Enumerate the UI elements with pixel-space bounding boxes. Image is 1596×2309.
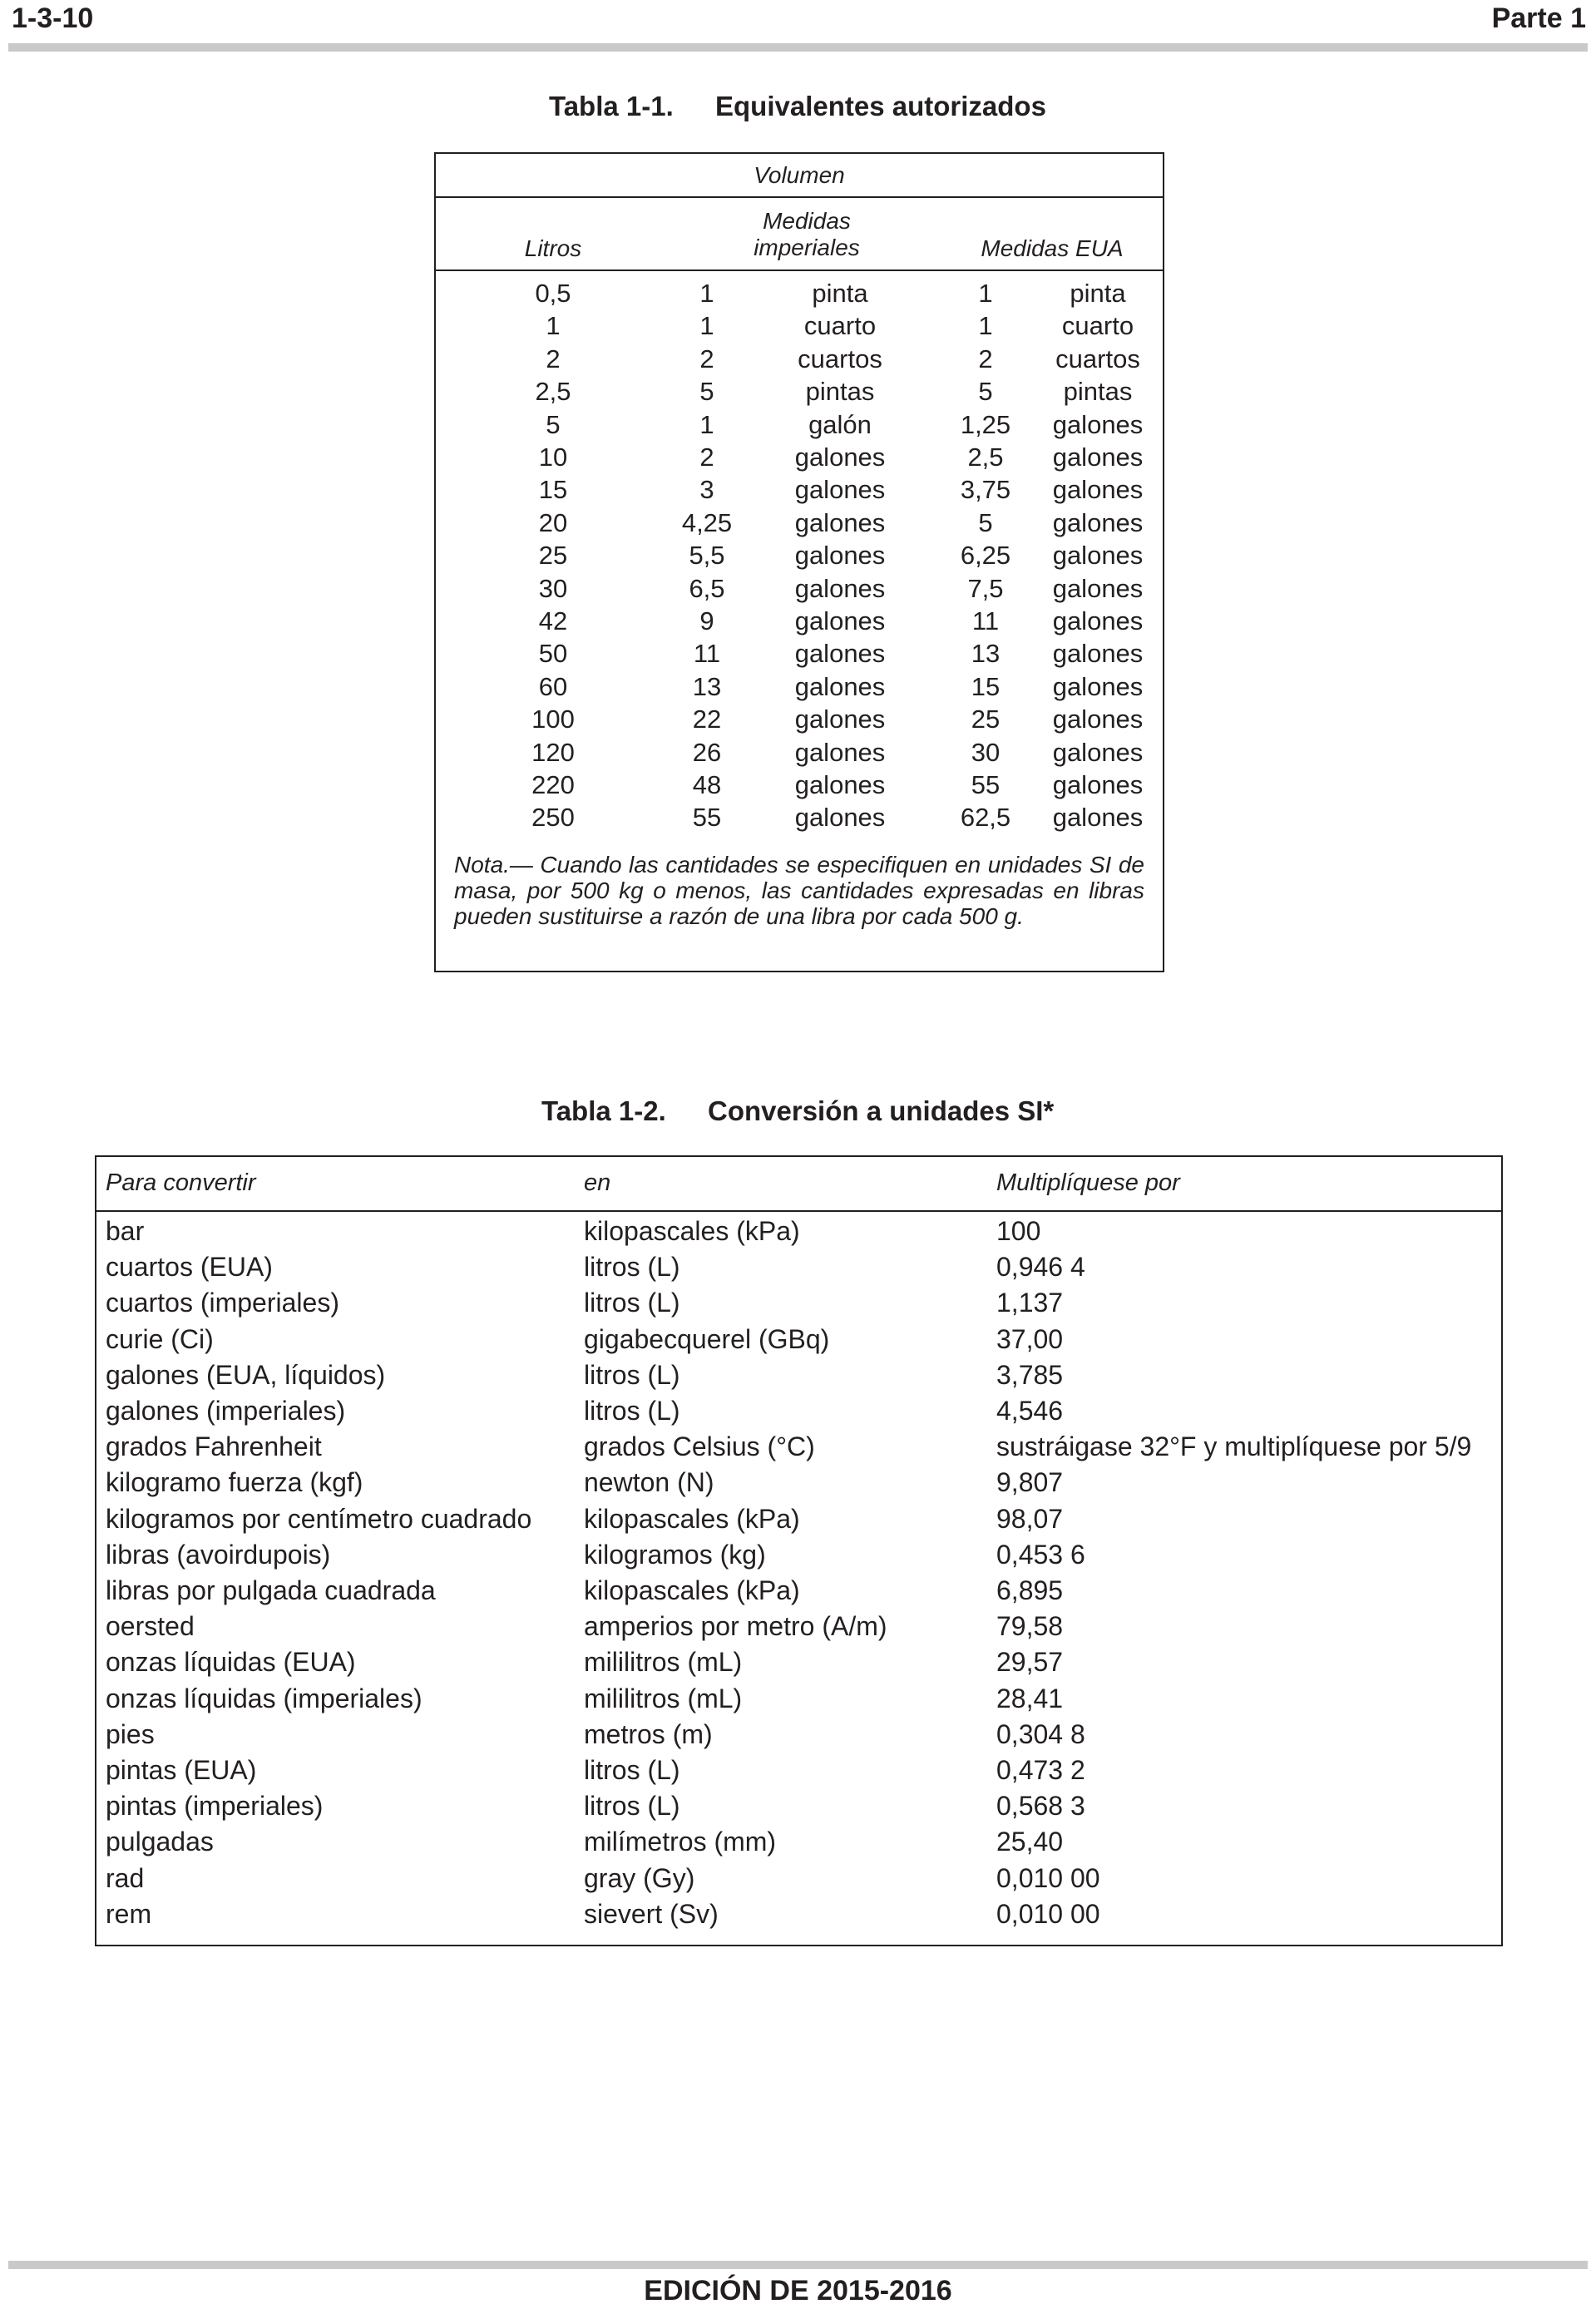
table2-row xyxy=(0,1429,1596,1465)
table2-cell-factor: sustráigase 32°F y multiplíquese por 5/9 xyxy=(996,1431,1472,1462)
table1-cell-eua-unit: galones xyxy=(1052,443,1144,472)
table1-cell-imp-unit: galones xyxy=(794,541,886,571)
table1-cell-litros: 220 xyxy=(531,770,575,799)
table1-cell-imp-unit: galones xyxy=(794,639,886,669)
table1-cell-eua-num: 1 xyxy=(978,279,993,308)
table2-cell-from: cuartos (EUA) xyxy=(106,1252,273,1283)
table1-cell-litros: 25 xyxy=(538,541,568,571)
table2-cell-to: litros (L) xyxy=(584,1288,680,1318)
table1-header-divider xyxy=(434,269,1164,271)
table2-cell-to: mililitros (mL) xyxy=(584,1683,743,1713)
table1-cell-eua-unit: pinta xyxy=(1070,279,1126,308)
table2-row xyxy=(0,1465,1596,1501)
table1-cell-imp-num: 55 xyxy=(692,803,722,833)
table1-row xyxy=(0,736,1596,769)
table2-cell-factor: 100 xyxy=(996,1216,1041,1246)
table1-cell-imp-unit: galón xyxy=(808,409,872,439)
table2-cell-from: pies xyxy=(106,1718,155,1749)
table1-col-imperiales: Medidas imperiales xyxy=(754,208,860,260)
table2-cell-to: litros (L) xyxy=(584,1791,680,1822)
table2-cell-to: sievert (Sv) xyxy=(584,1898,719,1929)
table2-cell-from: onzas líquidas (imperiales) xyxy=(106,1683,422,1713)
table2-row xyxy=(0,1537,1596,1573)
table2-row xyxy=(0,1501,1596,1537)
table2-cell-factor: 0,010 00 xyxy=(996,1862,1100,1893)
table2-cell-factor: 37,00 xyxy=(996,1323,1064,1354)
table1-cell-imp-unit: galones xyxy=(794,803,886,833)
table1-row xyxy=(0,670,1596,703)
table1-cell-eua-num: 1 xyxy=(978,311,993,341)
table1-cell-eua-num: 1,25 xyxy=(960,409,1011,439)
table2-cell-from: pintas (EUA) xyxy=(106,1755,257,1785)
table1-cell-imp-unit: cuartos xyxy=(798,344,882,373)
table1-cell-eua-unit: galones xyxy=(1052,541,1144,571)
table2-row xyxy=(0,1717,1596,1753)
table2-cell-from: oersted xyxy=(106,1611,195,1642)
table1-row xyxy=(0,375,1596,408)
table1-cell-imp-unit: galones xyxy=(794,606,886,635)
table2-row xyxy=(0,1573,1596,1609)
table2-cell-to: grados Celsius (°C) xyxy=(584,1431,815,1462)
table1-cell-litros: 1 xyxy=(546,311,561,341)
table2-cell-to: mililitros (mL) xyxy=(584,1647,743,1678)
table2-cell-to: milímetros (mm) xyxy=(584,1827,777,1857)
table2-cell-from: grados Fahrenheit xyxy=(106,1431,322,1462)
table2-cell-to: kilogramos (kg) xyxy=(584,1539,766,1570)
table1-group-header: Volumen xyxy=(754,162,845,188)
table1-cell-imp-num: 1 xyxy=(699,409,714,439)
table1-cell-eua-unit: galones xyxy=(1052,639,1144,669)
table1-cell-eua-unit: galones xyxy=(1052,705,1144,734)
table1-cell-imp-num: 5,5 xyxy=(689,541,725,571)
table2-cell-factor: 98,07 xyxy=(996,1503,1064,1534)
table2-cell-factor: 6,895 xyxy=(996,1575,1064,1605)
table2-cell-factor: 0,304 8 xyxy=(996,1718,1085,1749)
footer-rule xyxy=(8,2261,1588,2269)
table1-cell-eua-unit: cuartos xyxy=(1055,344,1140,373)
table1-cell-eua-unit: pintas xyxy=(1063,377,1133,407)
table1-cell-imp-num: 9 xyxy=(699,606,714,635)
table2-header-divider xyxy=(95,1210,1503,1212)
table1-cell-imp-num: 4,25 xyxy=(681,507,733,537)
table2-cell-to: gigabecquerel (GBq) xyxy=(584,1323,830,1354)
table1-cell-eua-num: 6,25 xyxy=(960,541,1011,571)
table1-row xyxy=(0,637,1596,670)
part-label: Parte 1 xyxy=(1491,2,1586,34)
table2-cell-from: kilogramo fuerza (kgf) xyxy=(106,1467,363,1498)
table2-cell-from: onzas líquidas (EUA) xyxy=(106,1647,356,1678)
table1-cell-eua-unit: galones xyxy=(1052,475,1144,505)
table1-cell-litros: 2,5 xyxy=(535,377,571,407)
table2-cell-from: galones (EUA, líquidos) xyxy=(106,1359,386,1390)
table1-cell-litros: 10 xyxy=(538,443,568,472)
table1-cell-imp-unit: pinta xyxy=(812,279,868,308)
table1-cell-imp-unit: cuarto xyxy=(803,311,877,341)
table1-cell-imp-num: 26 xyxy=(692,737,722,767)
table2-cell-from: rad xyxy=(106,1862,145,1893)
table2-row xyxy=(0,1861,1596,1896)
table1-caption-title: Equivalentes autorizados xyxy=(715,91,1046,121)
table2-cell-from: kilogramos por centímetro cuadrado xyxy=(106,1503,532,1534)
table1-cell-litros: 30 xyxy=(538,573,568,603)
table1-row xyxy=(0,703,1596,735)
table2-caption-number: Tabla 1-2. xyxy=(541,1095,666,1126)
table2-row xyxy=(0,1393,1596,1429)
table2-cell-from: libras (avoirdupois) xyxy=(106,1539,331,1570)
table1-cell-imp-num: 1 xyxy=(699,279,714,308)
table2-cell-from: curie (Ci) xyxy=(106,1323,214,1354)
table2-cell-factor: 28,41 xyxy=(996,1683,1064,1713)
table2-cell-from: libras por pulgada cuadrada xyxy=(106,1575,436,1605)
table2-row xyxy=(0,1753,1596,1788)
table1-cell-imp-num: 2 xyxy=(699,443,714,472)
table1-cell-litros: 50 xyxy=(538,639,568,669)
table1-row xyxy=(0,605,1596,637)
table2-cell-to: amperios por metro (A/m) xyxy=(584,1611,887,1642)
table2-cell-to: litros (L) xyxy=(584,1396,680,1426)
table2-row xyxy=(0,1609,1596,1644)
table1-row xyxy=(0,539,1596,571)
table1-cell-eua-num: 7,5 xyxy=(967,573,1004,603)
table1-cell-imp-unit: galones xyxy=(794,443,886,472)
table1-cell-eua-unit: galones xyxy=(1052,671,1144,701)
table2-row xyxy=(0,1824,1596,1860)
table1-cell-imp-num: 3 xyxy=(699,475,714,505)
table1-cell-eua-unit: galones xyxy=(1052,409,1144,439)
table2-cell-factor: 0,010 00 xyxy=(996,1898,1100,1929)
table1-cell-imp-unit: galones xyxy=(794,737,886,767)
table1-caption-number: Tabla 1-1. xyxy=(549,91,674,121)
table1-cell-eua-num: 2 xyxy=(978,344,993,373)
table2-col-convert: Para convertir xyxy=(106,1169,256,1196)
table1-cell-imp-unit: galones xyxy=(794,573,886,603)
table1-cell-imp-unit: galones xyxy=(794,671,886,701)
header-rule xyxy=(8,43,1588,52)
table1-row xyxy=(0,473,1596,506)
table1-cell-eua-num: 3,75 xyxy=(960,475,1011,505)
table2-row xyxy=(0,1357,1596,1393)
table1-cell-eua-unit: galones xyxy=(1052,573,1144,603)
table1-cell-eua-unit: cuarto xyxy=(1061,311,1134,341)
table2-row xyxy=(0,1896,1596,1932)
table1-row xyxy=(0,277,1596,309)
table1-cell-eua-num: 15 xyxy=(971,671,1001,701)
table2-cell-factor: 0,946 4 xyxy=(996,1252,1085,1283)
table1-row xyxy=(0,343,1596,375)
table2-cell-factor: 3,785 xyxy=(996,1359,1064,1390)
table1-cell-imp-unit: galones xyxy=(794,705,886,734)
table1-row xyxy=(0,309,1596,342)
table1-cell-imp-num: 22 xyxy=(692,705,722,734)
table2-row xyxy=(0,1322,1596,1357)
table2-cell-to: gray (Gy) xyxy=(584,1862,695,1893)
table1-cell-imp-num: 2 xyxy=(699,344,714,373)
table2-cell-factor: 0,453 6 xyxy=(996,1539,1085,1570)
table1-cell-eua-num: 5 xyxy=(978,377,993,407)
table2-col-en: en xyxy=(584,1169,611,1196)
table1-cell-imp-unit: galones xyxy=(794,770,886,799)
table2-cell-to: kilopascales (kPa) xyxy=(584,1575,800,1605)
table1-cell-imp-num: 11 xyxy=(693,639,721,669)
table2-row xyxy=(0,1285,1596,1321)
table2-caption-title: Conversión a unidades SI* xyxy=(708,1095,1055,1126)
table1-cell-eua-num: 30 xyxy=(971,737,1001,767)
table1-cell-imp-num: 5 xyxy=(699,377,714,407)
table2-cell-to: kilopascales (kPa) xyxy=(584,1503,800,1534)
table1-cell-imp-num: 1 xyxy=(699,311,714,341)
table1-cell-litros: 0,5 xyxy=(535,279,571,308)
table1-cell-litros: 15 xyxy=(538,475,568,505)
table2-cell-to: litros (L) xyxy=(584,1359,680,1390)
table1-cell-eua-unit: galones xyxy=(1052,803,1144,833)
table2-cell-factor: 9,807 xyxy=(996,1467,1064,1498)
table2-cell-factor: 0,473 2 xyxy=(996,1755,1085,1785)
table1-row xyxy=(0,408,1596,441)
table1-cell-imp-num: 6,5 xyxy=(689,573,725,603)
table2-cell-to: kilopascales (kPa) xyxy=(584,1216,800,1246)
table1-cell-eua-num: 55 xyxy=(971,770,1001,799)
table1-cell-eua-num: 13 xyxy=(971,639,1001,669)
edition-footer: EDICIÓN DE 2015-2016 xyxy=(644,2275,952,2307)
table2-cell-from: cuartos (imperiales) xyxy=(106,1288,339,1318)
table2-row xyxy=(0,1249,1596,1285)
table1-cell-litros: 20 xyxy=(538,507,568,537)
table1-cell-imp-num: 13 xyxy=(692,671,722,701)
table1-row xyxy=(0,801,1596,833)
table1-cell-litros: 2 xyxy=(546,344,561,373)
table1-cell-eua-unit: galones xyxy=(1052,507,1144,537)
table1-cell-eua-unit: galones xyxy=(1052,770,1144,799)
table1-row xyxy=(0,572,1596,605)
table2-cell-factor: 25,40 xyxy=(996,1827,1064,1857)
table2-row xyxy=(0,1214,1596,1249)
table1-cell-imp-num: 48 xyxy=(692,770,722,799)
table1-cell-litros: 250 xyxy=(531,803,575,833)
table1-cell-eua-unit: galones xyxy=(1052,606,1144,635)
table1-cell-litros: 60 xyxy=(538,671,568,701)
table1-row xyxy=(0,441,1596,473)
table2-cell-to: metros (m) xyxy=(584,1718,713,1749)
table1-cell-eua-num: 5 xyxy=(978,507,993,537)
table2-cell-from: bar xyxy=(106,1216,145,1246)
table2-row xyxy=(0,1681,1596,1717)
table1-header-divider xyxy=(434,196,1164,198)
table2-cell-factor: 4,546 xyxy=(996,1396,1064,1426)
page-number: 1-3-10 xyxy=(12,2,94,34)
table1-cell-litros: 100 xyxy=(531,705,575,734)
table2-cell-from: pintas (imperiales) xyxy=(106,1791,324,1822)
table1-cell-litros: 42 xyxy=(538,606,568,635)
table1-cell-imp-unit: galones xyxy=(794,507,886,537)
table1-cell-eua-num: 2,5 xyxy=(967,443,1004,472)
table2-cell-factor: 0,568 3 xyxy=(996,1791,1085,1822)
table1-cell-imp-unit: pintas xyxy=(805,377,875,407)
table1-cell-eua-num: 62,5 xyxy=(960,803,1011,833)
table1-cell-eua-num: 11 xyxy=(971,606,1000,635)
table2-cell-to: litros (L) xyxy=(584,1252,680,1283)
table2-cell-from: galones (imperiales) xyxy=(106,1396,346,1426)
table1-col-eua: Medidas EUA xyxy=(981,235,1124,261)
table1-cell-litros: 120 xyxy=(531,737,575,767)
table2-col-mult: Multiplíquese por xyxy=(996,1169,1180,1196)
table2-cell-to: litros (L) xyxy=(584,1755,680,1785)
table2-cell-to: newton (N) xyxy=(584,1467,714,1498)
table1-cell-litros: 5 xyxy=(546,409,561,439)
table2-row xyxy=(0,1788,1596,1824)
table1-row xyxy=(0,769,1596,801)
table2-cell-factor: 79,58 xyxy=(996,1611,1064,1642)
table1-cell-eua-unit: galones xyxy=(1052,737,1144,767)
table2-cell-from: pulgadas xyxy=(106,1827,214,1857)
table2-cell-factor: 29,57 xyxy=(996,1647,1064,1678)
table2-cell-from: rem xyxy=(106,1898,152,1929)
table2-row xyxy=(0,1644,1596,1680)
table1-col-litros: Litros xyxy=(524,235,582,261)
table1-cell-imp-unit: galones xyxy=(794,475,886,505)
table1-row xyxy=(0,507,1596,539)
table1-note: Nota.— Cuando las cantidades se especifiquen en unidades SI de masa, por 500 kg o menos, las cantidades expresadas en libras pueden sustituirse a razón de una libra por cada 500 g. xyxy=(454,852,1144,929)
table2-cell-factor: 1,137 xyxy=(996,1288,1064,1318)
table1-cell-eua-num: 25 xyxy=(971,705,1001,734)
